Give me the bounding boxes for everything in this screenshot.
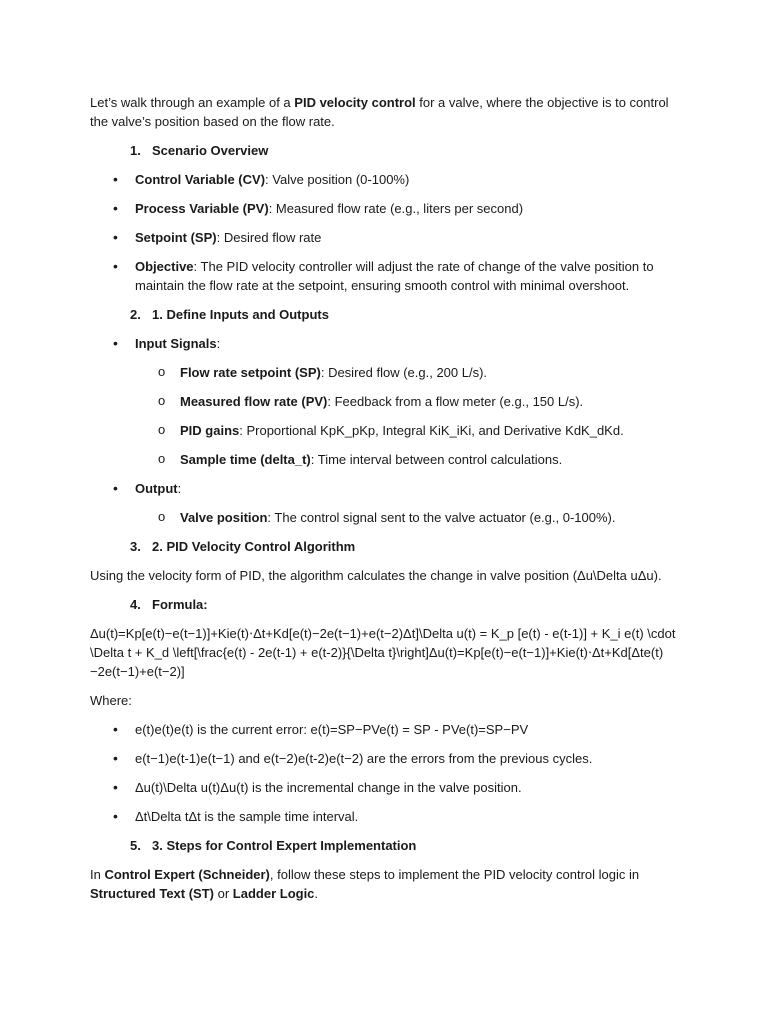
section-title: 1. Define Inputs and Outputs — [152, 307, 329, 322]
list-text: e(t)e(t)e(t) is the current error: e(t)=SP−PVe(t) = SP - PVe(t)=SP−PV — [135, 722, 529, 737]
list-term: Setpoint (SP) — [135, 230, 217, 245]
list-item — [90, 334, 690, 353]
section-number: 1. — [130, 143, 141, 158]
list-text: : Measured flow rate (e.g., liters per second) — [268, 201, 524, 216]
final-bold-term: Control Expert (Schneider) — [104, 867, 270, 882]
list-item — [90, 170, 690, 189]
velocity-paragraph: Using the velocity form of PID, the algorithm calculates the change in valve position (Δu\Delta uΔu). — [90, 568, 662, 583]
intro-paragraph — [90, 93, 690, 131]
sub-list-item — [90, 392, 690, 411]
list-text: : Valve position (0-100%) — [265, 172, 410, 187]
bullet-icon: • — [113, 808, 118, 824]
bullet-icon: • — [113, 171, 118, 187]
list-term: PID gains — [180, 423, 240, 438]
final-bold-term: Ladder Logic — [232, 886, 315, 901]
section-number: 2. — [130, 307, 141, 322]
list-text: : Proportional KpK_pKp, Integral KiK_iKi, and Derivative KdK_dKd. — [239, 423, 624, 438]
section-title: 2. PID Velocity Control Algorithm — [152, 539, 356, 554]
list-term: Objective — [135, 259, 194, 274]
list-item — [90, 199, 690, 218]
sub-list-item — [90, 421, 690, 440]
list-item — [90, 228, 690, 247]
intro-bold-term: PID velocity control — [294, 95, 416, 110]
final-text: In — [90, 867, 105, 882]
circle-bullet-icon: o — [158, 393, 166, 408]
section-heading-5 — [130, 836, 690, 855]
circle-bullet-icon: o — [158, 509, 166, 524]
list-term: Process Variable (PV) — [135, 201, 269, 216]
list-text: Δu(t)\Delta u(t)Δu(t) is the incremental change in the valve position. — [135, 780, 522, 795]
sub-list-item — [90, 363, 690, 382]
section-number: 4. — [130, 597, 141, 612]
bullet-icon: • — [113, 229, 118, 245]
section-title: 3. Steps for Control Expert Implementation — [152, 838, 417, 853]
bullet-icon: • — [113, 721, 118, 737]
list-text: : The PID velocity controller will adjust the rate of change of the valve position to maintain the flow rate at the setpoint, ensuring smooth control with minimal overshoot. — [135, 259, 654, 293]
list-item — [90, 720, 690, 739]
list-term: Sample time (delta_t) — [180, 452, 311, 467]
list-item — [90, 807, 690, 826]
list-item — [90, 257, 690, 295]
bullet-icon: • — [113, 335, 118, 351]
list-item — [90, 778, 690, 797]
list-term: Valve position — [180, 510, 268, 525]
bullet-icon: • — [113, 779, 118, 795]
section-title: Formula: — [152, 597, 208, 612]
bullet-icon: • — [113, 750, 118, 766]
list-text: : Feedback from a flow meter (e.g., 150 L/s). — [327, 394, 584, 409]
intro-text-end: for a valve, where the objective is to control the valve’s position based on the flow rate. — [90, 95, 669, 129]
circle-bullet-icon: o — [158, 422, 166, 437]
section-title: Scenario Overview — [152, 143, 269, 158]
list-text: Δt\Delta tΔt is the sample time interval. — [135, 809, 359, 824]
final-text: or — [214, 886, 233, 901]
circle-bullet-icon: o — [158, 364, 166, 379]
formula-paragraph: Δu(t)=Kp[e(t)−e(t−1)]+Kie(t)⋅Δt+Kd[e(t)−2e(t−1)+e(t−2)Δt]\Delta u(t) = K_p [e(t) - e(t-1)] + K_i e(t) \cdot \Delta t + K_d \left[\frac{e(t) - 2e(t-1) + e(t-2)}{\Delta t}\right]Δu(t)=Kp[e(t)−e(t−1)]+Kie(t)⋅Δt+Kd[Δte(t)−2e(t−1)+e(t−2)] — [90, 626, 676, 679]
section-heading-3 — [130, 537, 690, 556]
intro-text-start: Let’s walk through an example of a — [90, 95, 295, 110]
list-term: Measured flow rate (PV) — [180, 394, 328, 409]
list-text: : The control signal sent to the valve actuator (e.g., 0-100%). — [267, 510, 616, 525]
circle-bullet-icon: o — [158, 451, 166, 466]
section-heading-2 — [130, 305, 690, 324]
section-heading-4 — [130, 595, 690, 614]
list-term: Input Signals — [135, 336, 217, 351]
section-heading-1 — [130, 141, 690, 160]
list-term: Control Variable (CV) — [135, 172, 266, 187]
final-bold-term: Structured Text (ST) — [90, 886, 214, 901]
document-page — [90, 93, 690, 913]
list-text: : — [177, 481, 182, 496]
sub-list-item — [90, 508, 690, 527]
bullet-icon: • — [113, 258, 118, 274]
list-text: : Desired flow rate — [216, 230, 322, 245]
list-item — [90, 749, 690, 768]
list-text: : Time interval between control calculations. — [310, 452, 563, 467]
final-text: , follow these steps to implement the PID velocity control logic in — [269, 867, 640, 882]
final-paragraph — [90, 865, 690, 903]
final-text: . — [314, 886, 319, 901]
sub-list-item — [90, 450, 690, 469]
section-number: 3. — [130, 539, 141, 554]
section-number: 5. — [130, 838, 141, 853]
list-text: : — [216, 336, 221, 351]
where-label: Where: — [90, 693, 132, 708]
list-item — [90, 479, 690, 498]
list-text: e(t−1)e(t-1)e(t−1) and e(t−2)e(t-2)e(t−2) are the errors from the previous cycles. — [135, 751, 593, 766]
list-term: Output — [135, 481, 178, 496]
bullet-icon: • — [113, 480, 118, 496]
list-text: : Desired flow (e.g., 200 L/s). — [320, 365, 488, 380]
bullet-icon: • — [113, 200, 118, 216]
list-term: Flow rate setpoint (SP) — [180, 365, 321, 380]
